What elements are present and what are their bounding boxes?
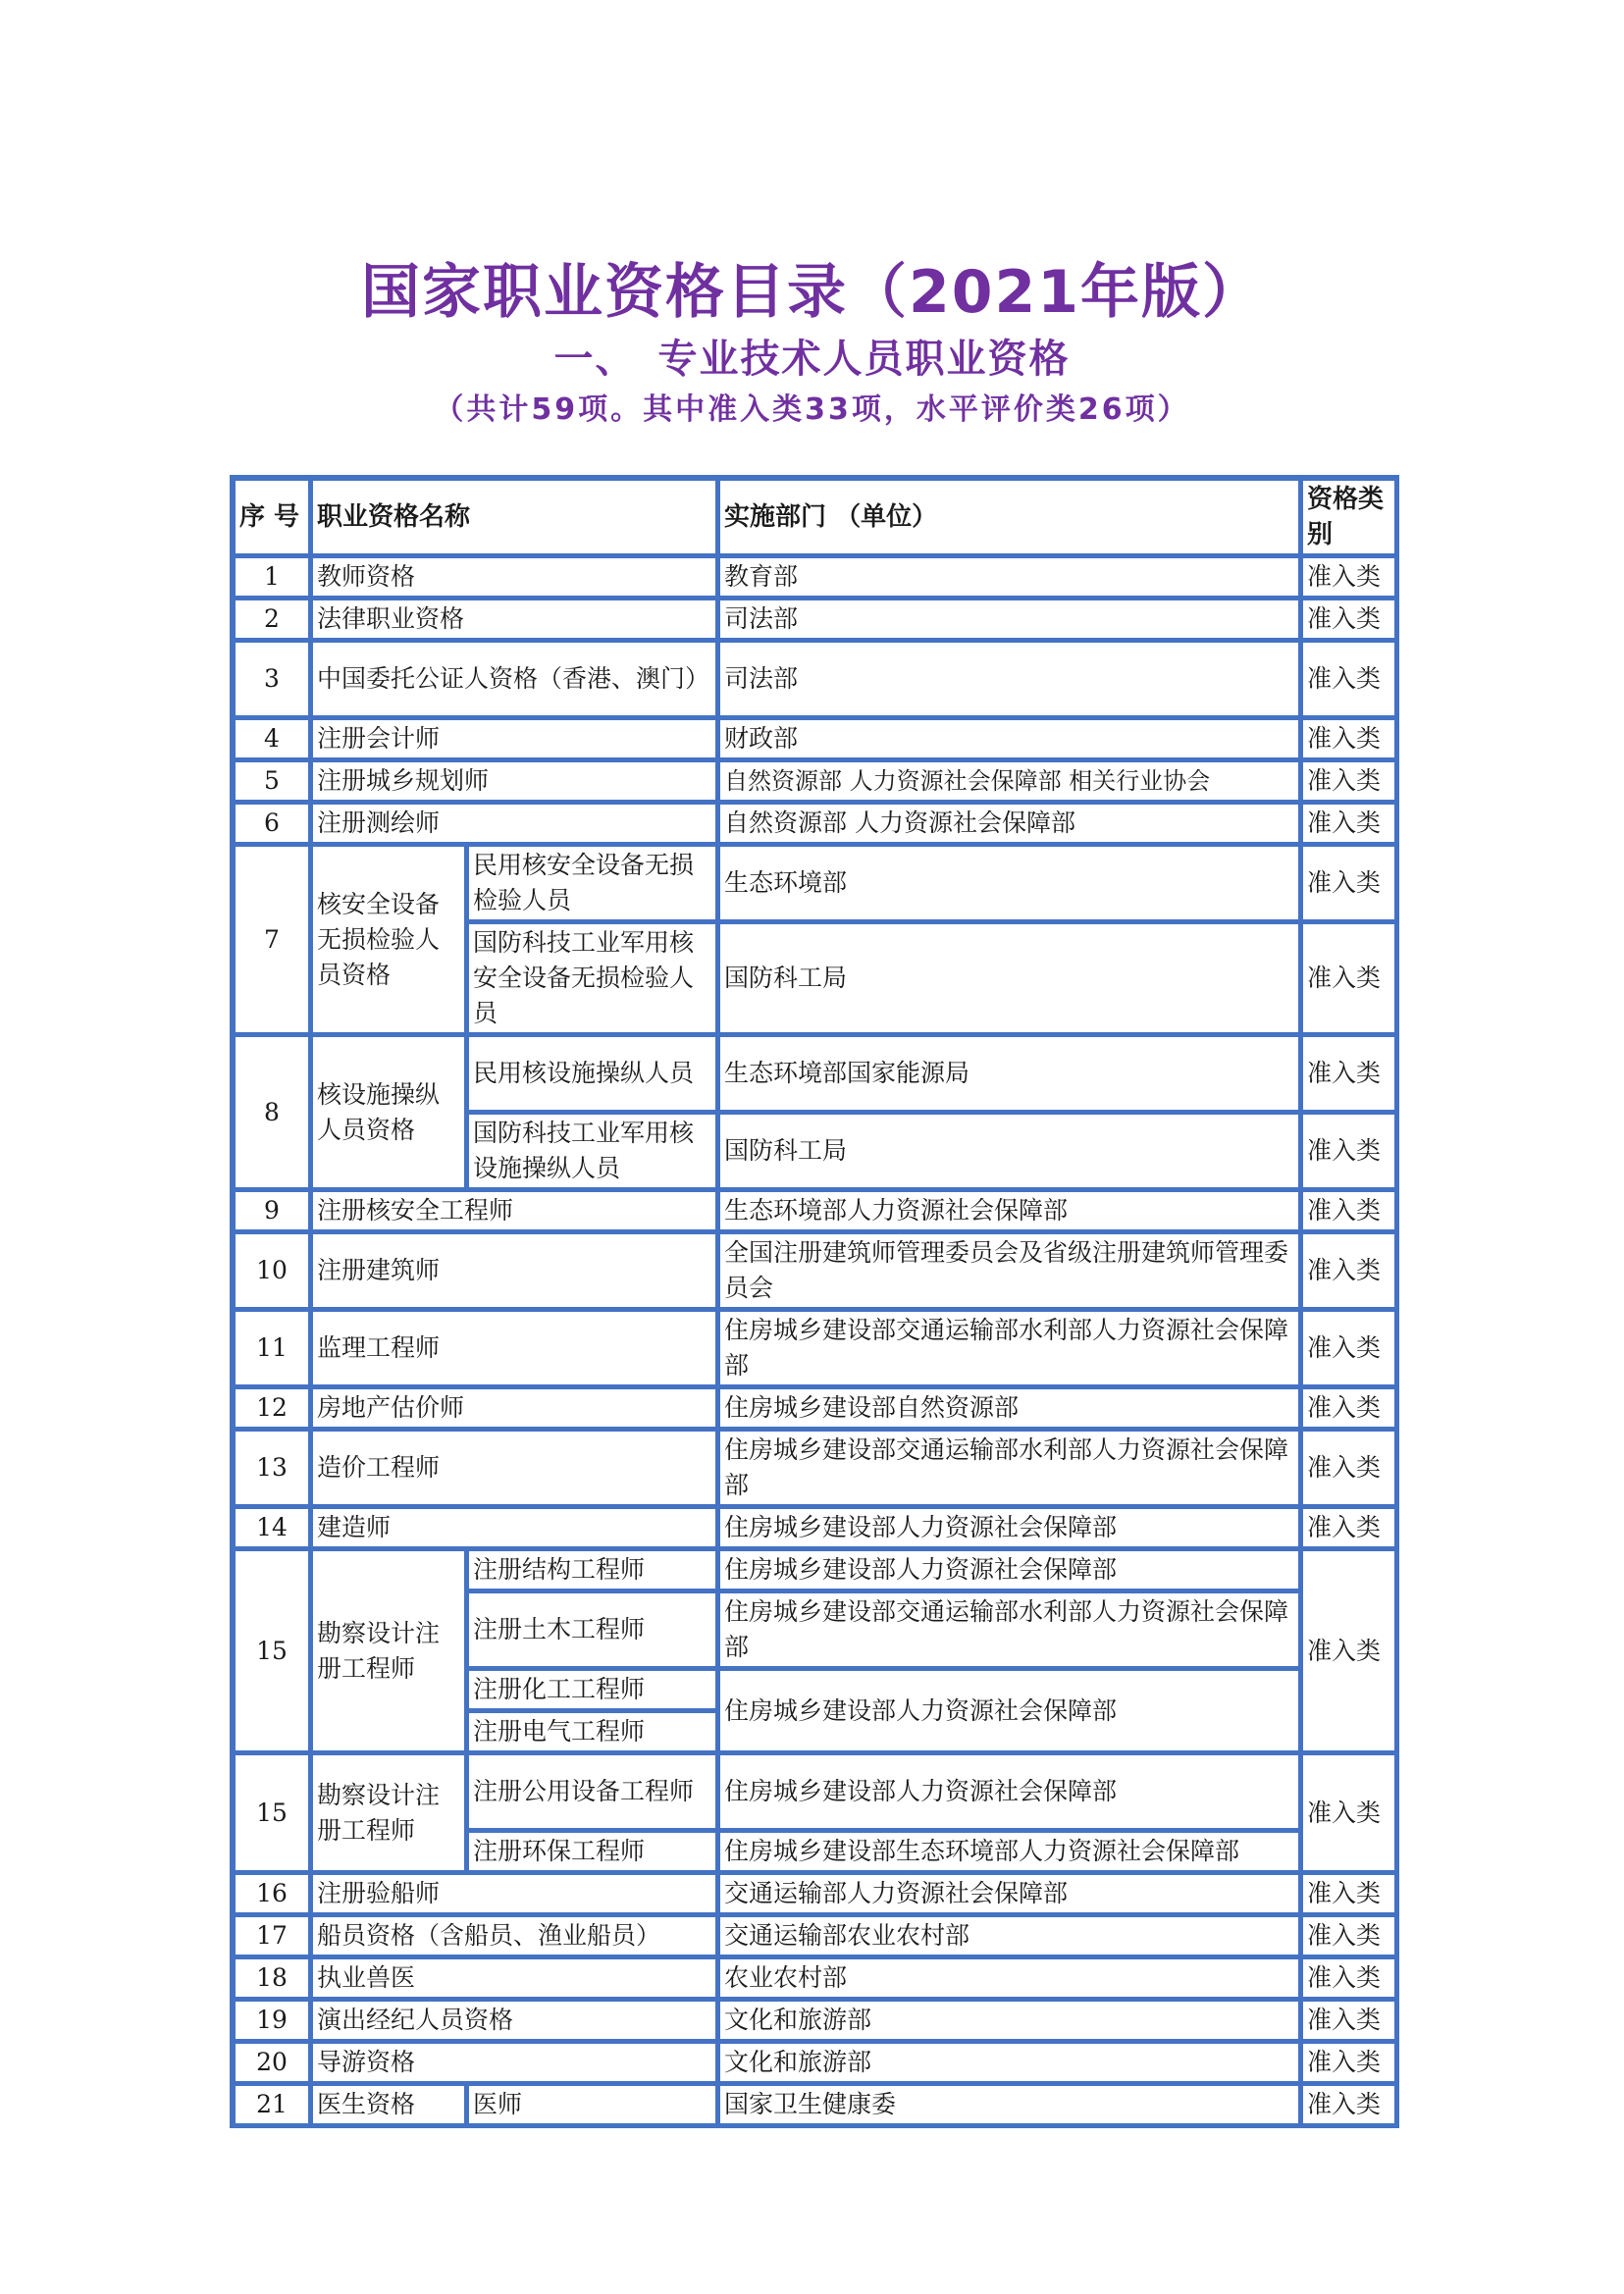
row-subname: 民用核安全设备无损检验人员 [466,844,717,921]
header-no: 序 号 [233,478,310,555]
row-dept: 住房城乡建设部自然资源部 [717,1386,1300,1429]
row-type: 准入类 [1300,640,1396,717]
row-type: 准入类 [1300,717,1396,759]
row-type: 准入类 [1300,1914,1396,1956]
table-row [233,1914,1396,1956]
row-name: 核设施操纵人员资格 [310,1034,466,1189]
table-row [233,1548,1396,1590]
row-type: 准入类 [1300,1752,1396,1872]
table-row [233,2083,1396,2125]
row-name: 导游资格 [310,2041,717,2083]
row-type: 准入类 [1300,921,1396,1034]
row-dept: 自然资源部 人力资源社会保障部 [717,802,1300,844]
row-type: 准入类 [1300,598,1396,640]
row-name: 注册建筑师 [310,1231,717,1309]
row-type: 准入类 [1300,2041,1396,2083]
row-dept: 交通运输部农业农村部 [717,1914,1300,1956]
row-dept: 财政部 [717,717,1300,759]
row-dept: 文化和旅游部 [717,2041,1300,2083]
row-subname: 注册结构工程师 [466,1548,717,1590]
row-name: 医生资格 [310,2083,466,2125]
row-subname: 民用核设施操纵人员 [466,1034,717,1112]
table-row [233,1309,1396,1386]
row-name: 建造师 [310,1506,717,1548]
row-type: 准入类 [1300,1231,1396,1309]
row-type: 准入类 [1300,802,1396,844]
row-dept: 国防科工局 [717,1112,1300,1189]
table-row [233,1034,1396,1112]
row-name: 船员资格（含船员、渔业船员） [310,1914,717,1956]
row-type: 准入类 [1300,1189,1396,1231]
row-no: 21 [233,2083,310,2125]
table-row [233,2041,1396,2083]
row-no: 8 [233,1034,310,1189]
row-type: 准入类 [1300,2083,1396,2125]
row-subname: 注册土木工程师 [466,1590,717,1668]
row-subname: 注册环保工程师 [466,1830,717,1872]
row-type: 准入类 [1300,1112,1396,1189]
row-no: 2 [233,598,310,640]
row-dept: 文化和旅游部 [717,1999,1300,2041]
table-row [233,1429,1396,1506]
row-name: 房地产估价师 [310,1386,717,1429]
row-dept: 住房城乡建设部人力资源社会保障部 [717,1506,1300,1548]
qualification-table [230,475,1399,2128]
row-no: 3 [233,640,310,717]
row-name: 注册城乡规划师 [310,759,717,802]
row-dept: 住房城乡建设部人力资源社会保障部 [717,1668,1300,1752]
row-subname: 国防科技工业军用核设施操纵人员 [466,1112,717,1189]
table-row [233,1506,1396,1548]
table-row [233,759,1396,802]
row-dept: 生态环境部国家能源局 [717,1034,1300,1112]
row-type: 准入类 [1300,1034,1396,1112]
row-no: 16 [233,1872,310,1914]
header-name: 职业资格名称 [310,478,717,555]
row-dept: 生态环境部 [717,844,1300,921]
row-type: 准入类 [1300,1309,1396,1386]
row-dept: 全国注册建筑师管理委员会及省级注册建筑师管理委员会 [717,1231,1300,1309]
row-dept: 住房城乡建设部交通运输部水利部人力资源社会保障部 [717,1309,1300,1386]
row-dept: 住房城乡建设部生态环境部人力资源社会保障部 [717,1830,1300,1872]
row-dept: 国防科工局 [717,921,1300,1034]
table-header-row [233,478,1396,555]
row-type: 准入类 [1300,1506,1396,1548]
header-dept: 实施部门 （单位） [717,478,1300,555]
row-name: 勘察设计注册工程师 [310,1548,466,1752]
row-no: 11 [233,1309,310,1386]
row-name: 注册会计师 [310,717,717,759]
row-dept: 国家卫生健康委 [717,2083,1300,2125]
row-no: 5 [233,759,310,802]
row-name: 教师资格 [310,555,717,598]
table-row [233,717,1396,759]
row-type: 准入类 [1300,1386,1396,1429]
table-row [233,640,1396,717]
row-dept: 司法部 [717,598,1300,640]
row-type: 准入类 [1300,1999,1396,2041]
row-subname: 注册化工工程师 [466,1668,717,1710]
row-no: 10 [233,1231,310,1309]
table-row [233,1189,1396,1231]
table-row [233,1386,1396,1429]
row-dept: 农业农村部 [717,1956,1300,1999]
row-name: 注册核安全工程师 [310,1189,717,1231]
row-no: 18 [233,1956,310,1999]
table-row [233,1956,1396,1999]
section-heading: 一、 专业技术人员职业资格 [553,337,1071,382]
row-name: 执业兽医 [310,1956,717,1999]
row-no: 19 [233,1999,310,2041]
table-row [233,598,1396,640]
table-row [233,555,1396,598]
table-row [233,1752,1396,1830]
row-dept: 生态环境部人力资源社会保障部 [717,1189,1300,1231]
row-no: 17 [233,1914,310,1956]
row-no: 15 [233,1548,310,1752]
row-type: 准入类 [1300,1548,1396,1752]
table-row [233,1872,1396,1914]
row-no: 1 [233,555,310,598]
row-subname: 国防科技工业军用核安全设备无损检验人员 [466,921,717,1034]
table-row [233,1999,1396,2041]
row-no: 12 [233,1386,310,1429]
row-dept: 交通运输部人力资源社会保障部 [717,1872,1300,1914]
row-no: 6 [233,802,310,844]
row-dept: 教育部 [717,555,1300,598]
row-no: 9 [233,1189,310,1231]
table-row [233,1231,1396,1309]
row-name: 注册验船师 [310,1872,717,1914]
row-name: 监理工程师 [310,1309,717,1386]
row-name: 注册测绘师 [310,802,717,844]
row-type: 准入类 [1300,759,1396,802]
table-row [233,844,1396,921]
row-dept: 住房城乡建设部人力资源社会保障部 [717,1752,1300,1830]
page-title: 国家职业资格目录（2021年版） [361,258,1263,327]
table-row [233,802,1396,844]
row-no: 4 [233,717,310,759]
row-type: 准入类 [1300,1429,1396,1506]
row-dept: 司法部 [717,640,1300,717]
row-no: 15 [233,1752,310,1872]
row-no: 7 [233,844,310,1034]
row-dept: 住房城乡建设部交通运输部水利部人力资源社会保障部 [717,1590,1300,1668]
row-type: 准入类 [1300,1872,1396,1914]
row-subname: 注册公用设备工程师 [466,1752,717,1830]
row-no: 13 [233,1429,310,1506]
row-dept: 自然资源部 人力资源社会保障部 相关行业协会 [717,759,1300,802]
row-dept: 住房城乡建设部交通运输部水利部人力资源社会保障部 [717,1429,1300,1506]
row-name: 造价工程师 [310,1429,717,1506]
row-type: 准入类 [1300,1956,1396,1999]
row-subname: 注册电气工程师 [466,1710,717,1752]
row-no: 20 [233,2041,310,2083]
row-type: 准入类 [1300,555,1396,598]
row-name: 核安全设备无损检验人员资格 [310,844,466,1034]
row-name: 演出经纪人员资格 [310,1999,717,2041]
row-type: 准入类 [1300,844,1396,921]
row-subname: 医师 [466,2083,717,2125]
section-note: （共计59项。其中准入类33项，水平评价类26项） [434,392,1190,427]
row-name: 中国委托公证人资格（香港、澳门） [310,640,717,717]
row-name: 勘察设计注册工程师 [310,1752,466,1872]
row-name: 法律职业资格 [310,598,717,640]
row-dept: 住房城乡建设部人力资源社会保障部 [717,1548,1300,1590]
header-type: 资格类别 [1300,478,1396,555]
row-no: 14 [233,1506,310,1548]
